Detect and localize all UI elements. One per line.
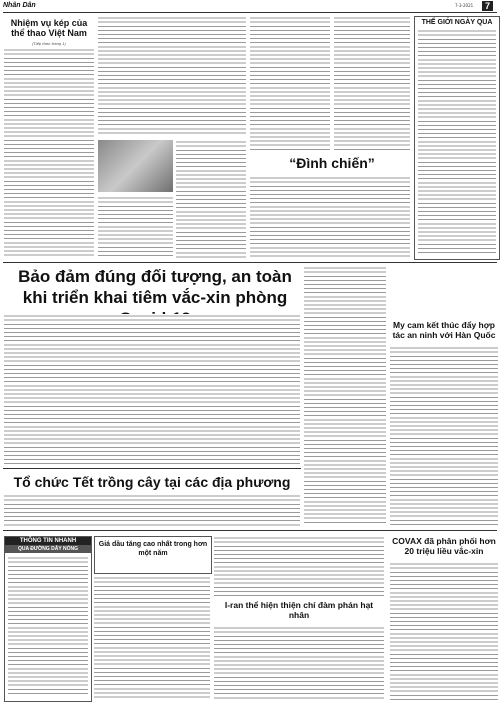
body-text-block bbox=[214, 626, 384, 700]
gold-price-box bbox=[94, 536, 212, 574]
section-rule bbox=[3, 262, 497, 263]
headline-vaccine: Bảo đảm đúng đối tượng, an toàn khi triển khai tiêm vắc-xin phòng bbox=[18, 267, 292, 307]
body-text-block bbox=[176, 140, 246, 258]
body-text-block bbox=[250, 16, 330, 152]
body-text-block bbox=[214, 536, 384, 596]
section-rule bbox=[3, 530, 497, 531]
kicker: (Tiếp theo trang 1) bbox=[32, 42, 66, 46]
headline-trade-villages: Nhiệm vụ kép của thể thao Việt Nam bbox=[10, 18, 88, 38]
body-text-block bbox=[304, 266, 386, 526]
body-text-block bbox=[98, 16, 246, 136]
quick-news-subtitle: QUA ĐƯỜNG DÂY NÓNG bbox=[5, 545, 91, 553]
body-text-block bbox=[4, 48, 94, 256]
masthead-rule bbox=[3, 12, 497, 13]
headline-covax: COVAX đã phân phối hơn 20 triệu liều vắc-xin bbox=[392, 536, 496, 556]
page-number: 7 bbox=[482, 1, 493, 11]
body-text-block bbox=[8, 556, 88, 696]
quick-news-box bbox=[4, 536, 92, 702]
headline-tet-tree: Tổ chức Tết trồng cây tại các địa phương bbox=[13, 474, 291, 490]
section-rule bbox=[3, 468, 301, 469]
body-text-block bbox=[390, 346, 498, 526]
masthead-date: 7-3-2021 bbox=[455, 3, 474, 8]
headline-gold-price: Giá dầu tăng cao nhất trong hơn một năm bbox=[98, 541, 208, 557]
headline-mycam: My cam kết thúc đẩy hợp tác an ninh với Hàn Quốc bbox=[392, 320, 496, 340]
body-text-block bbox=[418, 29, 496, 254]
body-text-block bbox=[4, 494, 300, 526]
world-news-box bbox=[414, 16, 500, 260]
body-text-block bbox=[334, 16, 410, 152]
body-text-block bbox=[250, 176, 410, 258]
masthead-name: Nhân Dân bbox=[3, 2, 36, 9]
body-text-block bbox=[4, 314, 300, 464]
headline-world-news: THẾ GIỚI NGÀY QUA bbox=[421, 19, 493, 26]
headline-dinh-chien: “Đình chiến” bbox=[289, 155, 375, 171]
news-photo bbox=[98, 140, 173, 192]
headline-iran: I-ran thể hiện thiện chí đàm phán hạt nhân bbox=[224, 600, 374, 620]
body-text-block bbox=[98, 196, 173, 258]
body-text-block bbox=[390, 562, 498, 700]
body-text-block bbox=[94, 576, 210, 700]
quick-news-title: THÔNG TIN NHANH bbox=[5, 537, 91, 545]
